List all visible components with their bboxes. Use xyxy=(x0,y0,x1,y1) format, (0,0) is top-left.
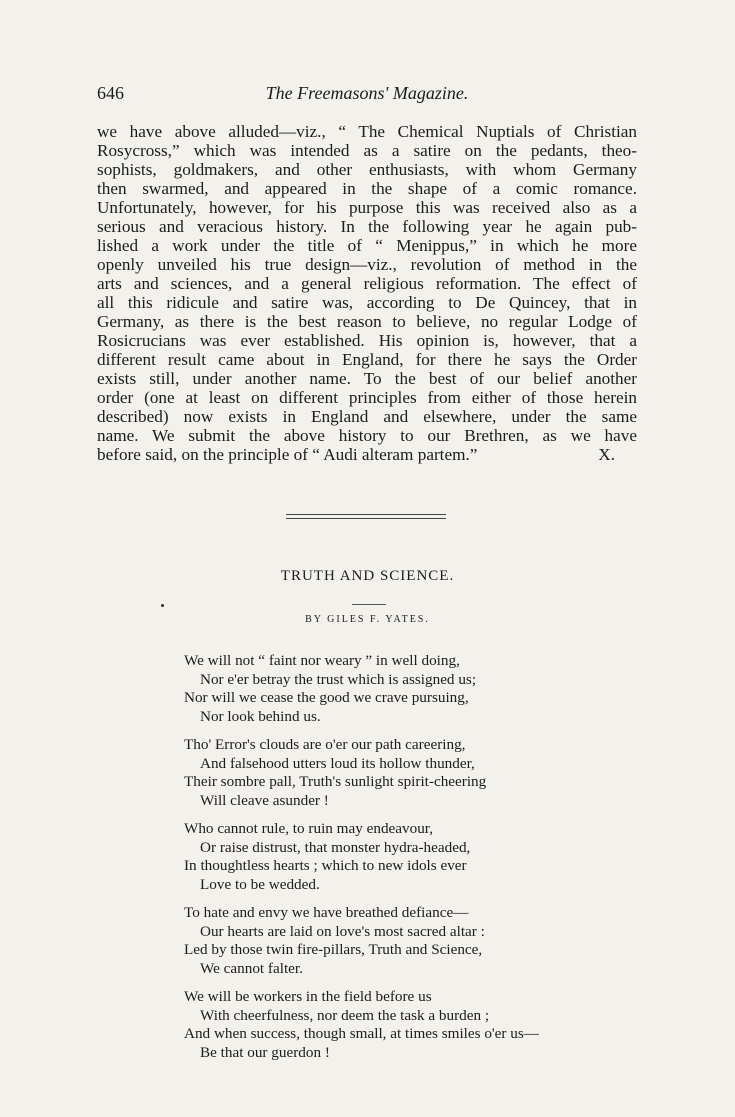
prose-line: lished a work under the title of “ Menippus,” in which he more xyxy=(97,236,637,255)
verse-line: Led by those twin fire-pillars, Truth and Science, xyxy=(184,941,483,958)
verse-line: Nor will we cease the good we crave pursuing, xyxy=(184,689,469,706)
verse-line: We will not “ faint nor weary ” in well doing, xyxy=(184,652,460,669)
prose-line: serious and veracious history. In the following year he again pub- xyxy=(97,217,637,236)
page-header xyxy=(97,83,637,105)
stanza xyxy=(184,652,604,726)
prose-line: then swarmed, and appeared in the shape of a comic romance. xyxy=(97,179,637,198)
prose-line: all this ridicule and satire was, according to De Quincey, that in xyxy=(97,293,637,312)
verse-line: Their sombre pall, Truth's sunlight spirit-cheering xyxy=(184,773,487,790)
ink-speck xyxy=(161,604,164,607)
verse-line: Nor look behind us. xyxy=(200,707,321,725)
prose-final-sentence: before said, on the principle of “ Audi alteram partem.” xyxy=(97,445,478,464)
author-signature: X. xyxy=(598,445,615,464)
verse-line: Be that our guerdon ! xyxy=(200,1043,330,1061)
section-divider-bottom xyxy=(286,518,446,519)
poem-byline: BY GILES F. YATES. xyxy=(305,614,430,625)
stanza xyxy=(184,904,604,978)
verse-line: In thoughtless hearts ; which to new idols ever xyxy=(184,857,467,874)
verse-line: Tho' Error's clouds are o'er our path careering, xyxy=(184,736,466,753)
prose-line: exists still, under another name. To the best of our belief another xyxy=(97,369,637,388)
verse-line: And falsehood utters loud its hollow thunder, xyxy=(200,754,475,772)
title-rule xyxy=(352,604,386,605)
verse-line: We will be workers in the field before us xyxy=(184,988,432,1005)
section-divider-top xyxy=(286,514,446,515)
prose-line: Rosicrucians was ever established. His opinion is, however, that a xyxy=(97,331,637,350)
prose-line: order (one at least on different principles from either of those herein xyxy=(97,388,637,407)
verse-line: Nor e'er betray the trust which is assigned us; xyxy=(200,670,477,688)
prose-line: Rosycross,” which was intended as a satire on the pedants, theo- xyxy=(97,141,637,160)
poem-title: TRUTH AND SCIENCE. xyxy=(280,568,455,584)
page-number: 646 xyxy=(97,83,124,103)
stanza xyxy=(184,988,604,1062)
prose-line: arts and sciences, and a general religious reformation. The effect of xyxy=(97,274,637,293)
prose-line: name. We submit the above history to our Brethren, as we have xyxy=(97,426,637,445)
poem-body xyxy=(184,652,604,1072)
prose-line: openly unveiled his true design—viz., revolution of method in the xyxy=(97,255,637,274)
verse-line: Love to be wedded. xyxy=(200,875,320,893)
stanza xyxy=(184,736,604,810)
prose-line: Unfortunately, however, for his purpose this was received also as a xyxy=(97,198,637,217)
prose-line: Germany, as there is the best reason to believe, no regular Lodge of xyxy=(97,312,637,331)
verse-line: Who cannot rule, to ruin may endeavour, xyxy=(184,820,434,837)
verse-line: We cannot falter. xyxy=(200,959,303,977)
verse-line: Or raise distrust, that monster hydra-headed, xyxy=(200,838,471,856)
verse-line: To hate and envy we have breathed defiance— xyxy=(184,904,469,921)
prose-last-line xyxy=(97,445,637,464)
verse-line: With cheerfulness, nor deem the task a burden ; xyxy=(200,1006,490,1024)
prose-line: described) now exists in England and elsewhere, under the same xyxy=(97,407,637,426)
prose-line: we have above alluded—viz., “ The Chemical Nuptials of Christian xyxy=(97,122,637,141)
running-title: The Freemasons' Magazine. xyxy=(265,83,469,103)
verse-line: Our hearts are laid on love's most sacred altar : xyxy=(200,922,485,940)
article-continuation xyxy=(97,122,637,464)
prose-line: sophists, goldmakers, and other enthusiasts, with whom Germany xyxy=(97,160,637,179)
prose-line: different result came about in England, for there he says the Order xyxy=(97,350,637,369)
verse-line: Will cleave asunder ! xyxy=(200,791,329,809)
stanza xyxy=(184,820,604,894)
verse-line: And when success, though small, at times smiles o'er us— xyxy=(184,1025,539,1042)
